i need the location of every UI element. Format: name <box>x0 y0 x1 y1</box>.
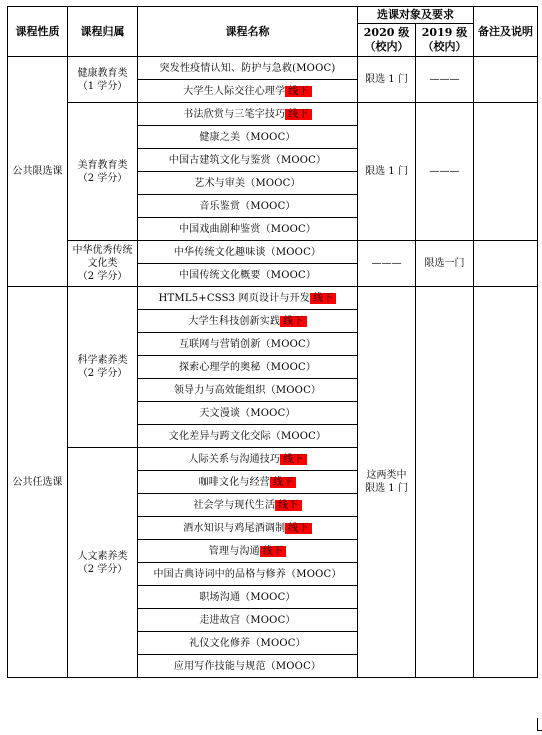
course-name-cell <box>138 632 358 655</box>
group-name: 中华优秀传统文化类 <box>72 245 133 269</box>
course-name-cell <box>138 218 358 241</box>
selection-2019: ——— <box>416 103 474 241</box>
table-row <box>8 57 538 80</box>
selection-2020: 限选 1 门 <box>358 103 416 241</box>
course-group-cell <box>68 241 138 287</box>
course-name: 社会学与现代生活 <box>193 499 276 511</box>
course-name: 探索心理学的奥秘（MOOC） <box>178 361 317 373</box>
course-group-cell <box>68 103 138 241</box>
header-grade-2020: 2020 级（校内） <box>358 24 416 57</box>
course-name: 职场沟通（MOOC） <box>199 591 296 603</box>
course-name: 艺术与审美（MOOC） <box>194 177 301 189</box>
course-name: 酒水知识与鸡尾酒调制 <box>183 522 286 534</box>
course-name-cell <box>138 655 358 678</box>
course-name: 中国传统文化概要（MOOC） <box>178 269 317 281</box>
selection-2019: 限选一门 <box>416 241 474 287</box>
offline-tag: 线下 <box>280 316 306 327</box>
selection-2020: ——— <box>358 241 416 287</box>
course-name-cell <box>138 563 358 586</box>
course-nature-limited <box>8 57 68 287</box>
header-course-name: 课程名称 <box>138 7 358 57</box>
group-credit: （2 学分） <box>77 368 128 379</box>
offline-tag: 线下 <box>260 546 286 557</box>
course-name-cell <box>138 287 358 310</box>
course-name: 中国戏曲剧种鉴赏（MOOC） <box>178 223 317 235</box>
course-name-cell <box>138 195 358 218</box>
table-row <box>8 241 538 264</box>
course-name-cell <box>138 448 358 471</box>
course-name-cell <box>138 402 358 425</box>
group-credit: （2 学分） <box>77 271 128 282</box>
header-notes: 备注及说明 <box>474 7 538 57</box>
selection-2020-elective: 这两类中限选 1 门 <box>358 287 416 678</box>
table-row <box>8 103 538 126</box>
course-nature-elective <box>8 287 68 678</box>
nature-label: 公共限选课 <box>12 166 63 177</box>
course-name: 走进故宫（MOOC） <box>199 614 296 626</box>
course-name: 应用写作技能与规范（MOOC） <box>173 660 322 672</box>
course-name-cell <box>138 494 358 517</box>
course-name: 大学生科技创新实践 <box>188 315 281 327</box>
course-name: 咖啡文化与经营 <box>198 476 270 488</box>
offline-tag: 线下 <box>280 454 306 465</box>
course-name: 大学生人际交往心理学 <box>183 85 286 97</box>
course-selection-table <box>7 6 538 678</box>
course-name: 管理与沟通 <box>208 545 260 557</box>
selection-2019: ——— <box>416 57 474 103</box>
course-name: 音乐鉴赏（MOOC） <box>199 200 296 212</box>
selection-2019-elective <box>416 287 474 678</box>
notes-cell <box>474 103 538 241</box>
group-credit: （1 学分） <box>77 80 128 92</box>
course-name-cell <box>138 356 358 379</box>
header-course-nature: 课程性质 <box>8 7 68 57</box>
table-row <box>8 287 538 310</box>
offline-tag: 线下 <box>275 500 301 511</box>
offline-tag: 线下 <box>270 477 296 488</box>
course-name: 突发性疫情认知、防护与急救(MOOC) <box>159 62 336 74</box>
notes-cell <box>474 241 538 287</box>
table-corner-mark <box>537 718 542 731</box>
group-credit: （2 学分） <box>77 172 128 184</box>
course-name-cell <box>138 57 358 80</box>
course-name-cell <box>138 379 358 402</box>
course-name-cell <box>138 517 358 540</box>
course-name: 中国古典诗词中的品格与修养（MOOC） <box>153 568 342 580</box>
course-name-cell <box>138 80 358 103</box>
course-group-cell <box>68 448 138 678</box>
course-name-cell <box>138 126 358 149</box>
group-name: 健康教育类 <box>77 67 128 79</box>
course-name-cell <box>138 149 358 172</box>
course-name: 互联网与营销创新（MOOC） <box>178 338 317 350</box>
course-name: 礼仪文化修养（MOOC） <box>189 637 306 649</box>
course-name-cell <box>138 540 358 563</box>
course-table-body <box>8 57 538 678</box>
course-name: 书法欣赏与三笔字技巧 <box>183 108 286 120</box>
header-grade-2019: 2019 级（校内） <box>416 24 474 57</box>
course-group-cell <box>68 57 138 103</box>
nature-label: 公共任选课 <box>12 476 63 488</box>
course-name-cell <box>138 241 358 264</box>
course-group-cell <box>68 287 138 448</box>
course-name-cell <box>138 264 358 287</box>
offline-tag: 线下 <box>285 523 311 534</box>
course-name: 健康之美（MOOC） <box>199 131 296 143</box>
notes-cell <box>474 287 538 678</box>
course-name: 中华传统文化趣味谈（MOOC） <box>173 246 322 258</box>
course-name-cell <box>138 103 358 126</box>
course-name: 文化差异与跨文化交际（MOOC） <box>168 430 327 442</box>
course-name: 领导力与高效能组织（MOOC） <box>173 384 322 396</box>
offline-tag: 线下 <box>285 109 311 120</box>
course-name: HTML5+CSS3 网页设计与开发 <box>158 292 310 304</box>
course-name-cell <box>138 471 358 494</box>
course-name-cell <box>138 609 358 632</box>
offline-tag: 线下 <box>285 86 311 97</box>
course-name: 人际关系与沟通技巧 <box>188 453 281 465</box>
course-name-cell <box>138 333 358 356</box>
group-name: 人文素养类 <box>77 550 128 562</box>
selection-2020: 限选 1 门 <box>358 57 416 103</box>
course-name-cell <box>138 425 358 448</box>
group-credit: （2 学分） <box>77 563 128 575</box>
course-name: 天文漫谈（MOOC） <box>199 407 296 419</box>
group-name: 科学素养类 <box>77 355 128 366</box>
notes-cell <box>474 57 538 103</box>
header-course-belong: 课程归属 <box>68 7 138 57</box>
offline-tag: 线下 <box>310 293 336 304</box>
course-name: 中国古建筑文化与鉴赏（MOOC） <box>168 154 327 166</box>
course-name-cell <box>138 172 358 195</box>
course-name-cell <box>138 310 358 333</box>
group-name: 美育教育类 <box>77 159 128 171</box>
course-name-cell <box>138 586 358 609</box>
header-selection-target: 选课对象及要求 <box>358 7 474 24</box>
